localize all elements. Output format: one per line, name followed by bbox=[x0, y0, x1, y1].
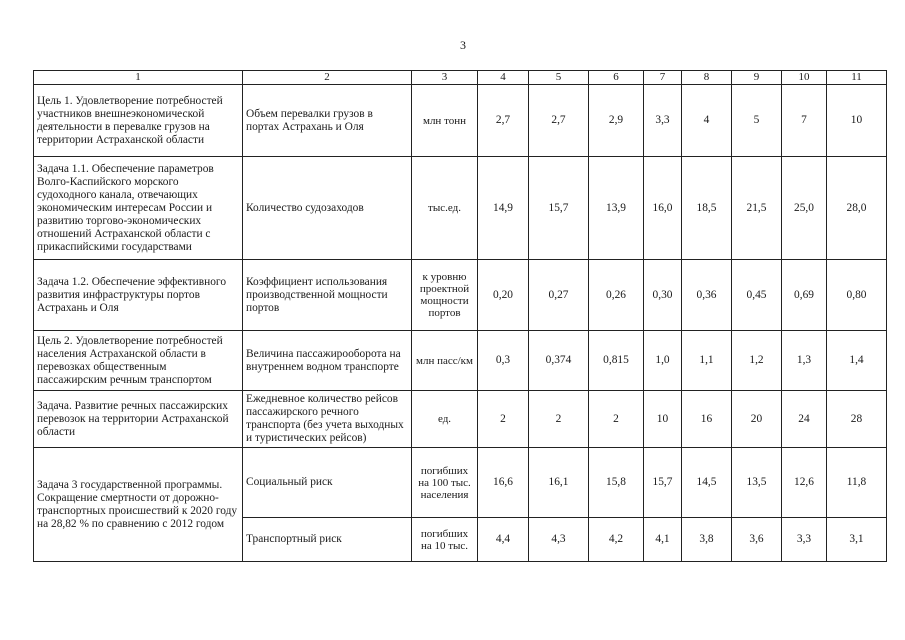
table-row bbox=[34, 448, 887, 518]
column-header: 11 bbox=[827, 71, 887, 85]
column-header: 2 bbox=[243, 71, 412, 85]
value-cell: 3,3 bbox=[644, 85, 682, 157]
value-cell: 10 bbox=[827, 85, 887, 157]
value-cell: 28 bbox=[827, 391, 887, 448]
indicator-cell: Величина пассажирооборота на внутреннем водном транспорте bbox=[243, 331, 412, 391]
value-cell: 15,8 bbox=[589, 448, 644, 518]
value-cell: 12,6 bbox=[782, 448, 827, 518]
table-row bbox=[34, 260, 887, 331]
value-cell: 28,0 bbox=[827, 157, 887, 260]
goal-cell: Задача 1.2. Обеспечение эффективного развития инфраструктуры портов Астрахань и Оля bbox=[34, 260, 243, 331]
unit-cell: к уровню проектной мощности портов bbox=[412, 260, 478, 331]
table-row bbox=[34, 331, 887, 391]
indicator-cell: Социальный риск bbox=[243, 448, 412, 518]
value-cell: 15,7 bbox=[644, 448, 682, 518]
value-cell: 0,27 bbox=[529, 260, 589, 331]
value-cell: 7 bbox=[782, 85, 827, 157]
value-cell: 16,1 bbox=[529, 448, 589, 518]
table-row bbox=[34, 85, 887, 157]
value-cell: 10 bbox=[644, 391, 682, 448]
indicator-cell: Коэффициент использования производственной мощности портов bbox=[243, 260, 412, 331]
value-cell: 2 bbox=[529, 391, 589, 448]
value-cell: 0,80 bbox=[827, 260, 887, 331]
value-cell: 11,8 bbox=[827, 448, 887, 518]
value-cell: 16,6 bbox=[478, 448, 529, 518]
indicator-cell: Объем перевалки грузов в портах Астрахань и Оля bbox=[243, 85, 412, 157]
value-cell: 25,0 bbox=[782, 157, 827, 260]
value-cell: 1,2 bbox=[732, 331, 782, 391]
value-cell: 2 bbox=[589, 391, 644, 448]
unit-cell: погибших на 100 тыс. населения bbox=[412, 448, 478, 518]
goal-cell: Задача. Развитие речных пассажирских перевозок на территории Астраханской области bbox=[34, 391, 243, 448]
value-cell: 3,8 bbox=[682, 518, 732, 562]
value-cell: 1,1 bbox=[682, 331, 732, 391]
value-cell: 5 bbox=[732, 85, 782, 157]
value-cell: 4,3 bbox=[529, 518, 589, 562]
value-cell: 3,1 bbox=[827, 518, 887, 562]
unit-cell: тыс.ед. bbox=[412, 157, 478, 260]
value-cell: 14,9 bbox=[478, 157, 529, 260]
value-cell: 1,4 bbox=[827, 331, 887, 391]
value-cell: 13,9 bbox=[589, 157, 644, 260]
unit-cell: млн пасс/км bbox=[412, 331, 478, 391]
column-header: 7 bbox=[644, 71, 682, 85]
value-cell: 2,7 bbox=[478, 85, 529, 157]
indicators-table bbox=[33, 70, 887, 562]
value-cell: 13,5 bbox=[732, 448, 782, 518]
table-row bbox=[34, 157, 887, 260]
column-header: 10 bbox=[782, 71, 827, 85]
table-header-row bbox=[34, 71, 887, 85]
column-header: 6 bbox=[589, 71, 644, 85]
value-cell: 2,9 bbox=[589, 85, 644, 157]
table-row bbox=[34, 391, 887, 448]
indicator-cell: Транспортный риск bbox=[243, 518, 412, 562]
value-cell: 3,3 bbox=[782, 518, 827, 562]
value-cell: 0,26 bbox=[589, 260, 644, 331]
value-cell: 4,2 bbox=[589, 518, 644, 562]
page-number: 3 bbox=[460, 38, 466, 52]
unit-cell: млн тонн bbox=[412, 85, 478, 157]
value-cell: 4 bbox=[682, 85, 732, 157]
goal-cell: Цель 2. Удовлетворение потребностей населения Астраханской области в перевозках общественным пассажирским речным транспортом bbox=[34, 331, 243, 391]
value-cell: 0,374 bbox=[529, 331, 589, 391]
value-cell: 0,69 bbox=[782, 260, 827, 331]
unit-cell: погибших на 10 тыс. bbox=[412, 518, 478, 562]
indicator-cell: Ежедневное количество рейсов пассажирского речного транспорта (без учета выходных и туристических рейсов) bbox=[243, 391, 412, 448]
value-cell: 0,36 bbox=[682, 260, 732, 331]
column-header: 5 bbox=[529, 71, 589, 85]
value-cell: 2,7 bbox=[529, 85, 589, 157]
column-header: 8 bbox=[682, 71, 732, 85]
column-header: 4 bbox=[478, 71, 529, 85]
value-cell: 3,6 bbox=[732, 518, 782, 562]
value-cell: 16 bbox=[682, 391, 732, 448]
goal-cell: Задача 1.1. Обеспечение параметров Волго-Каспийского морского судоходного канала, отвечающих экономическим интересам России и развитию торгово-экономических отношений Астраханской области с прикаспийскими государствами bbox=[34, 157, 243, 260]
value-cell: 0,30 bbox=[644, 260, 682, 331]
value-cell: 0,20 bbox=[478, 260, 529, 331]
unit-cell: ед. bbox=[412, 391, 478, 448]
value-cell: 21,5 bbox=[732, 157, 782, 260]
value-cell: 16,0 bbox=[644, 157, 682, 260]
value-cell: 20 bbox=[732, 391, 782, 448]
value-cell: 4,4 bbox=[478, 518, 529, 562]
goal-cell: Цель 1. Удовлетворение потребностей участников внешнеэкономической деятельности в перевалке грузов на территории Астраханской области bbox=[34, 85, 243, 157]
value-cell: 24 bbox=[782, 391, 827, 448]
value-cell: 15,7 bbox=[529, 157, 589, 260]
value-cell: 0,45 bbox=[732, 260, 782, 331]
value-cell: 0,815 bbox=[589, 331, 644, 391]
value-cell: 2 bbox=[478, 391, 529, 448]
goal-cell: Задача 3 государственной программы. Сокращение смертности от дорожно-транспортных происшествий к 2020 году на 28,82 % по сравнению с 2012 годом bbox=[34, 448, 243, 562]
value-cell: 0,3 bbox=[478, 331, 529, 391]
column-header: 9 bbox=[732, 71, 782, 85]
column-header: 3 bbox=[412, 71, 478, 85]
value-cell: 1,0 bbox=[644, 331, 682, 391]
value-cell: 18,5 bbox=[682, 157, 732, 260]
value-cell: 1,3 bbox=[782, 331, 827, 391]
value-cell: 4,1 bbox=[644, 518, 682, 562]
indicator-cell: Количество судозаходов bbox=[243, 157, 412, 260]
value-cell: 14,5 bbox=[682, 448, 732, 518]
column-header: 1 bbox=[34, 71, 243, 85]
